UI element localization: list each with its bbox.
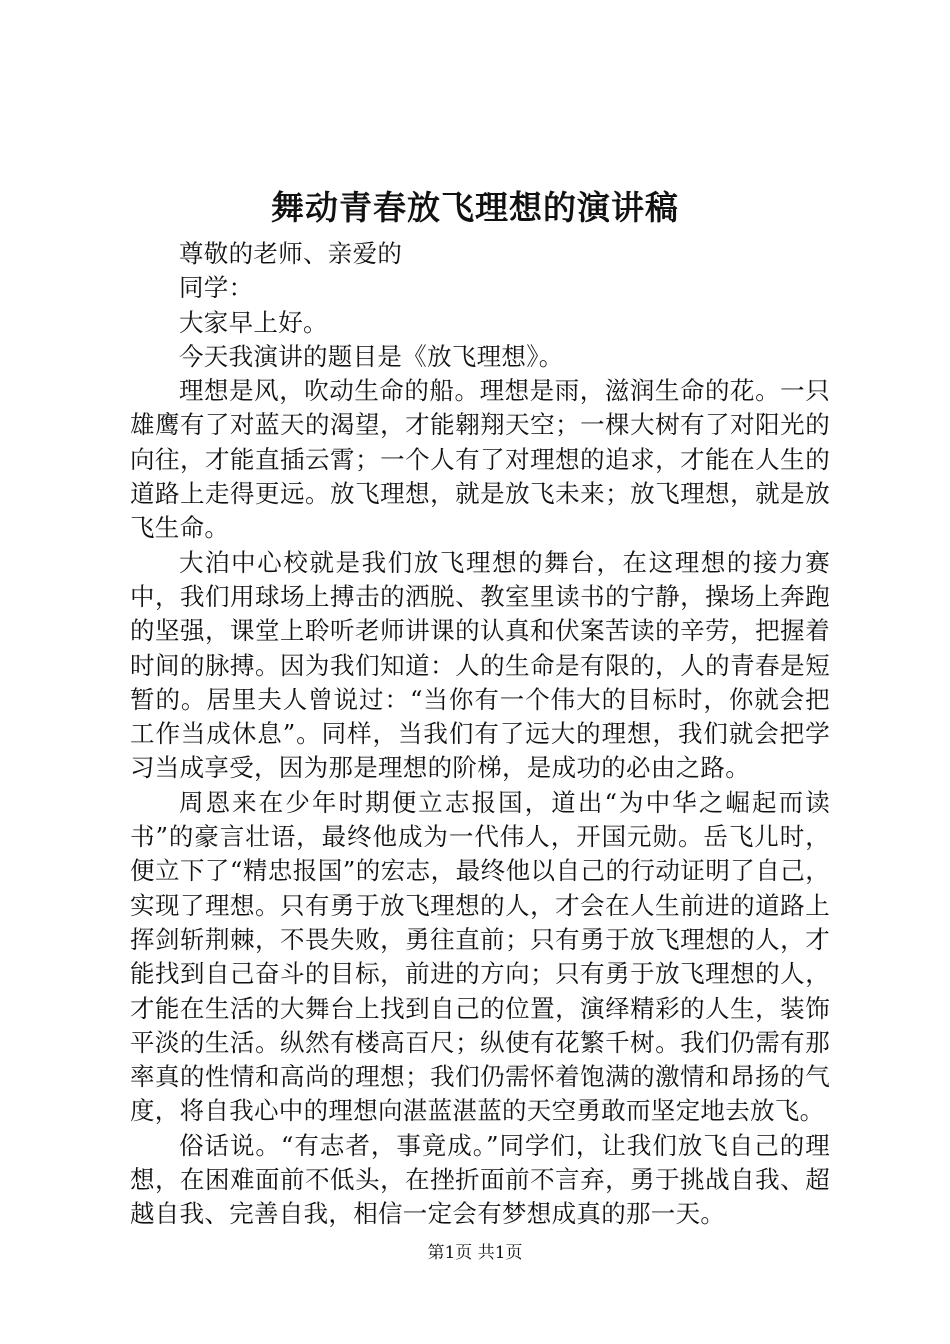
speech-topic: 今天我演讲的题目是《放飞理想》。 [179, 341, 564, 371]
paragraph-school-stage: 大泊中心校就是我们放飞理想的舞台，在这理想的接力赛中，我们用球场上搏击的洒脱、教室里读书的宁静，操场上奔跑的坚强，课堂上聆听老师讲课的认真和伏案苦读的辛劳，把握着时间的脉搏。因为我们知道：人的生命是有限的，人的青春是短暂的。居里夫人曾说过：“当你有一个伟大的目标时，你就会把工作当成休息”。同样，当我们有了远大的理想，我们就会把学习当成享受，因为那是理想的阶梯，是成功的必由之路。 [130, 547, 830, 783]
paragraph-conclusion: 俗话说。“有志者，事竟成。”同学们，让我们放飞自己的理想，在困难面前不低头，在挫折面前不言弃，勇于挑战自我、超越自我、完善自我，相信一定会有梦想成真的那一天。 [130, 1130, 830, 1229]
page-footer: 第1页 共1页 [427, 1243, 523, 1263]
greeting-line-1: 尊敬的老师、亲爱的 [179, 239, 403, 268]
paragraph-ideal-wind: 理想是风，吹动生命的船。理想是雨，滋润生命的花。一只雄鹰有了对蓝天的渴望，才能翱翔天空；一棵大树有了对阳光的向往，才能直插云霄；一个人有了对理想的追求，才能在人生的道路上走得更远。放飞理想，就是放飞未来；放飞理想，就是放飞生命。 [130, 376, 830, 543]
paragraph-zhou-enlai: 周恩来在少年时期便立志报国，道出“为中华之崛起而读书”的豪言壮语，最终他成为一代伟人，开国元勋。岳飞儿时，便立下了“精忠报国”的宏志，最终他以自己的行动证明了自己，实现了理想。只有勇于放飞理想的人，才会在人生前进的道路上挥剑斩荆棘，不畏失败，勇往直前；只有勇于放飞理想的人，才能找到自己奋斗的目标，前进的方向；只有勇于放飞理想的人，才能在生活的大舞台上找到自己的位置，演绎精彩的人生，装饰平淡的生活。纵然有楼高百尺；纵使有花繁千树。我们仍需有那率真的性情和高尚的理想；我们仍需怀着饱满的激情和昂扬的气度，将自我心中的理想向湛蓝湛蓝的天空勇敢而坚定地去放飞。 [130, 787, 831, 1126]
document-title: 舞动青春放飞理想的演讲稿 [271, 188, 679, 227]
greeting-line-2: 同学： [179, 273, 254, 303]
greeting-line-3: 大家早上好。 [179, 307, 328, 337]
document-body [130, 237, 830, 1232]
